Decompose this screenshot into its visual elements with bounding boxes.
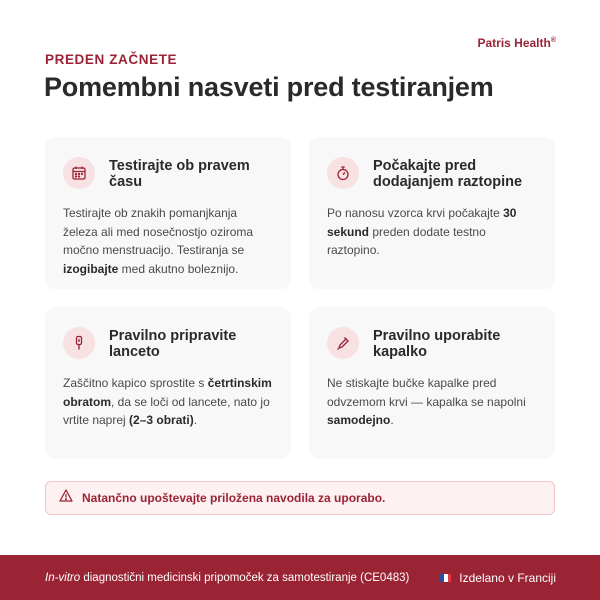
brand-logo [477, 36, 556, 50]
card-title: Testirajte ob pravem času [109, 158, 250, 190]
emphasis-text: izogibajte [63, 261, 119, 276]
tip-card-dropper [309, 307, 555, 459]
card-title: Pravilno pripravite lanceto [109, 328, 237, 360]
card-title: Počakajte pred dodajanjem raztopine [373, 158, 523, 190]
body-text: . [193, 413, 198, 427]
made-in-text: Izdelano v Franciji [459, 570, 556, 585]
footer-italic: In-vitro [45, 571, 81, 584]
emphasis-text: samodejno [327, 413, 391, 427]
card-body [327, 374, 537, 430]
body-text: . [390, 413, 394, 427]
body-text: Zaščitno kapico sprostite s [63, 376, 208, 390]
footer-bar [0, 555, 600, 600]
emphasis-text: (2–3 obrati) [129, 413, 194, 427]
body-text: med akutno boleznijo. [118, 261, 239, 276]
brand-name: Patris Health [477, 36, 551, 50]
dropper-icon [327, 327, 359, 359]
warning-icon [59, 489, 73, 507]
stopwatch-icon [327, 157, 359, 189]
france-flag-icon [440, 574, 451, 582]
body-text: Po nanosu vzorca krvi počakajte [327, 206, 504, 220]
footer-text: diagnostični medicinski pripomoček za samotestiranje (CE0483) [80, 571, 410, 584]
card-title: Pravilno uporabite kapalko [373, 328, 501, 360]
card-body [327, 204, 537, 260]
tip-card-wait [309, 137, 555, 289]
calendar-icon [63, 157, 95, 189]
card-body [63, 204, 273, 278]
body-text: Testirajte ob znakih pomanjkanja železa ali med nosečnostjo oziroma močno menstruacijo. Testiranja se [63, 206, 254, 257]
body-text: preden dodate testno raztopino. [327, 224, 486, 257]
emphasis-text: četrtinskim obratom [63, 376, 272, 409]
registered-mark: ® [550, 37, 556, 44]
tip-card-lancet [45, 307, 291, 459]
emphasis-text: 30 sekund [327, 206, 517, 239]
body-text: Ne stiskajte bučke kapalke pred odvzemom krvi — kapalka se napolni [327, 376, 526, 409]
eyebrow-label: PREDEN ZAČNETE [45, 52, 178, 67]
card-body [63, 374, 273, 430]
notice-text: Natančno upoštevajte priložena navodila za uporabo. [82, 491, 386, 505]
footer-disclaimer [45, 572, 409, 584]
body-text: , da se loči od lancete, nato jo vrtite naprej [63, 394, 270, 427]
tip-card-timing [45, 137, 291, 289]
lancet-icon [63, 327, 95, 359]
warning-notice [45, 481, 555, 515]
page-title: Pomembni nasveti pred testiranjem [44, 72, 494, 102]
made-in-label [440, 571, 556, 585]
